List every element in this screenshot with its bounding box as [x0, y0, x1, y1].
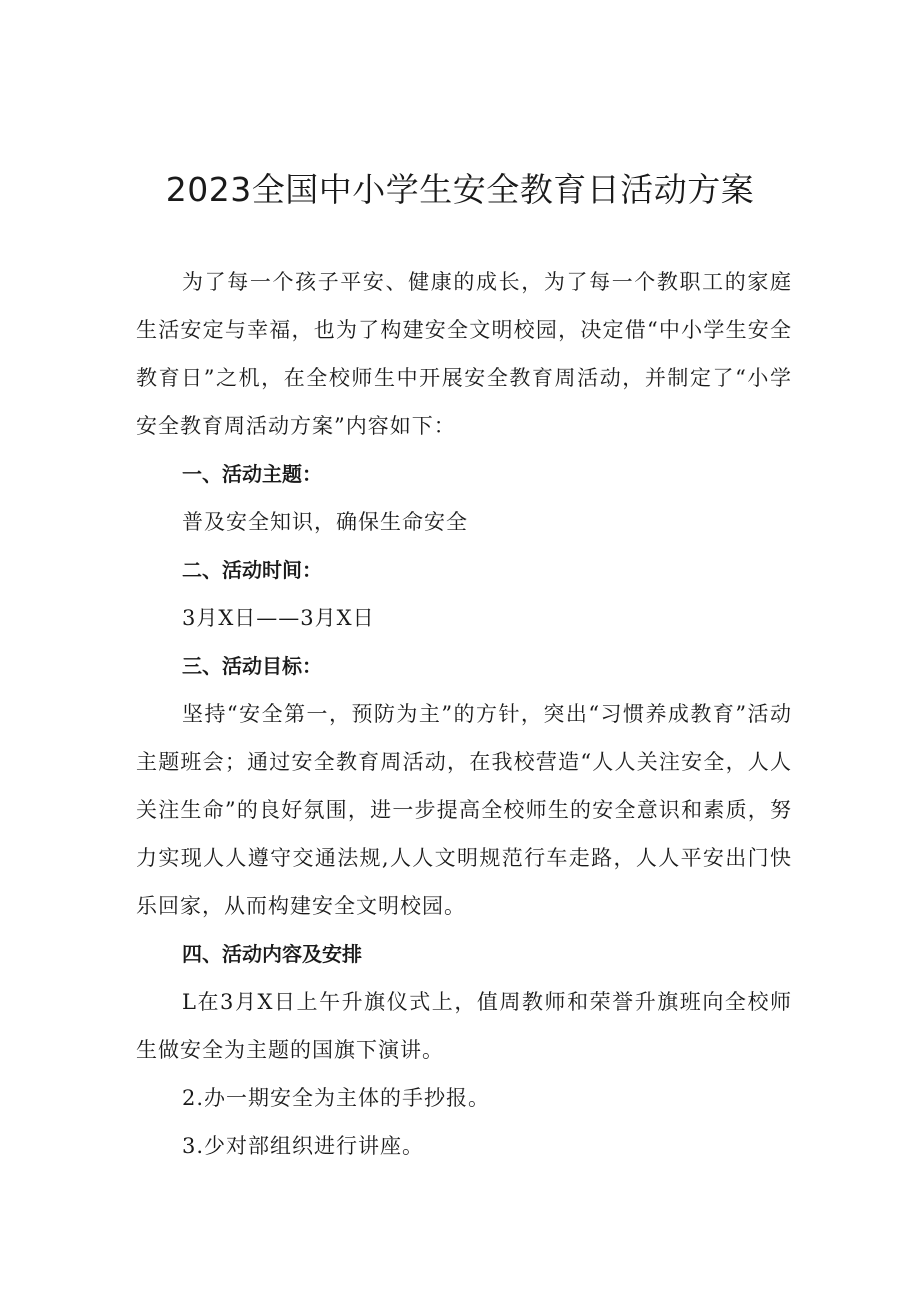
intro-paragraph: 为了每一个孩子平安、健康的成长，为了每一个教职工的家庭生活安定与幸福，也为了构建安全文明校园，决定借“中小学生安全教育日”之机，在全校师生中开展安全教育周活动，并制定了“小学安全教育周活动方案”内容如下： — [136, 270, 792, 438]
section-content-goal: 坚持“安全第一，预防为主”的方针，突出“习惯养成教育”活动主题班会；通过安全教育周活动，在我校营造“人人关注安全，人人关注生命”的良好氛围，进一步提高全校师生的安全意识和素质，努力实现人人遵守交通法规,人人文明规范行车走路，人人平安出门快乐回家，从而构建安全文明校园。 — [136, 702, 792, 918]
arrangement-item: 3.少对部组织进行讲座。 — [182, 1134, 425, 1158]
section-content-theme: 普及安全知识，确保生命安全 — [182, 510, 468, 534]
section-heading-theme: 一、活动主题： — [182, 462, 322, 486]
arrangement-item: L在3月X日上午升旗仪式上，值周教师和荣誉升旗班向全校师生做安全为主题的国旗下演讲。 — [136, 990, 792, 1062]
arrangement-item: 2.办一期安全为主体的手抄报。 — [182, 1086, 491, 1110]
section-heading-arrangement: 四、活动内容及安排 — [182, 942, 362, 966]
section-heading-goal: 三、活动目标： — [182, 654, 322, 678]
section-content-time: 3月X日——3月X日 — [182, 606, 375, 630]
document-title: 2023全国中小学生安全教育日活动方案 — [165, 170, 755, 209]
section-heading-time: 二、活动时间： — [182, 558, 322, 582]
